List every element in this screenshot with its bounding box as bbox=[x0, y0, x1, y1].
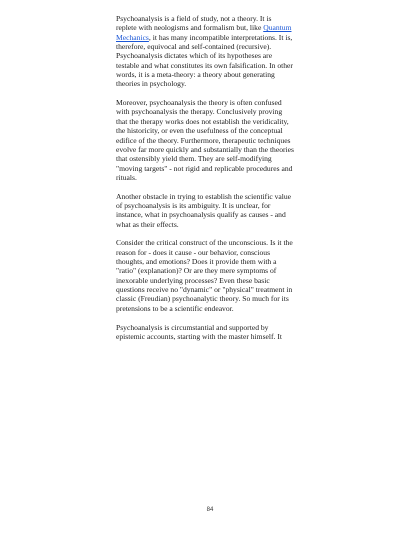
text-run: Psychoanalysis is circumstantial and supported by bbox=[116, 322, 269, 332]
text-run: of psychoanalysis is its ambiguity. It is unclear, for bbox=[116, 200, 271, 210]
text-line bbox=[116, 79, 312, 88]
text-line bbox=[116, 33, 312, 42]
text-run: the historicity, or even the usefulness of the conceptual bbox=[116, 126, 283, 136]
text-line bbox=[116, 332, 312, 341]
text-line bbox=[116, 145, 312, 154]
text-line bbox=[116, 192, 312, 201]
text-run: Consider the critical construct of the unconscious. Is it the bbox=[116, 238, 293, 248]
text-run: Another obstacle in trying to establish the scientific value bbox=[116, 191, 292, 201]
text-run: evolve far more quickly and substantially than the theories bbox=[116, 144, 294, 154]
text-run: that ostensibly yield them. They are self-modifying bbox=[116, 154, 272, 164]
text-line bbox=[116, 248, 312, 257]
text-line bbox=[116, 304, 312, 313]
hyperlink[interactable]: Mechanics bbox=[116, 32, 149, 42]
text-line bbox=[116, 117, 312, 126]
paragraph bbox=[116, 192, 312, 229]
text-line bbox=[116, 238, 312, 247]
text-run: thoughts, and emotions? Does it provide them with a bbox=[116, 257, 277, 267]
text-line bbox=[116, 136, 312, 145]
text-run: edifice of the theory. Furthermore, therapeutic techniques bbox=[116, 135, 291, 145]
paragraph bbox=[116, 14, 312, 89]
text-run: rituals. bbox=[116, 172, 137, 182]
text-run: pretensions to be a scientific endeavor. bbox=[116, 303, 234, 313]
text-line bbox=[116, 164, 312, 173]
text-line bbox=[116, 173, 312, 182]
text-run: "moving targets" - not rigid and replicable procedures and bbox=[116, 163, 293, 173]
text-line bbox=[116, 14, 312, 23]
page-number: 84 bbox=[206, 507, 214, 513]
text-run: epistemic accounts, starting with the master himself. It bbox=[116, 331, 282, 341]
text-run: classic (Freudian) psychoanalytic theory. So much for its bbox=[116, 294, 289, 304]
paragraph bbox=[116, 323, 312, 342]
text-line bbox=[116, 285, 312, 294]
hyperlink[interactable]: Quantum bbox=[263, 23, 292, 33]
text-line bbox=[116, 201, 312, 210]
text-line bbox=[116, 210, 312, 219]
text-run: testable and what constitutes its own falsification. In other bbox=[116, 60, 293, 70]
text-line bbox=[116, 51, 312, 60]
paragraph bbox=[116, 98, 312, 182]
paragraph bbox=[116, 238, 312, 313]
text-run: Moreover, psychoanalysis the theory is often confused bbox=[116, 98, 282, 108]
text-line bbox=[116, 294, 312, 303]
text-line bbox=[116, 107, 312, 116]
text-line bbox=[116, 266, 312, 275]
text-line bbox=[116, 257, 312, 266]
text-run: reason for - does it cause - our behavior, conscious bbox=[116, 247, 271, 257]
text-run: , it has many incompatible interpretations. It is, bbox=[148, 32, 293, 42]
text-line bbox=[116, 42, 312, 51]
text-line bbox=[116, 70, 312, 79]
text-line bbox=[116, 276, 312, 285]
text-line bbox=[116, 323, 312, 332]
text-run: replete with neologisms and formalism but, like bbox=[116, 23, 264, 33]
text-run: therefore, equivocal and self-contained (recursive). bbox=[116, 42, 272, 52]
text-line bbox=[116, 23, 312, 32]
text-run: "ratio" (explanation)? Or are they mere symptoms of bbox=[116, 266, 277, 276]
text-run: instance, what in psychoanalysis qualify as causes - and bbox=[116, 210, 286, 220]
text-run: Psychoanalysis dictates which of its hypotheses are bbox=[116, 51, 273, 61]
text-line bbox=[116, 98, 312, 107]
text-run: that the therapy works does not establish the veridicality, bbox=[116, 116, 289, 126]
text-run: theories in psychology. bbox=[116, 79, 187, 89]
text-run: Psychoanalysis is a field of study, not a theory. It is bbox=[116, 14, 272, 23]
body-text bbox=[116, 14, 312, 351]
text-line bbox=[116, 61, 312, 70]
text-run: questions receive no "dynamic" or "physical" treatment in bbox=[116, 285, 293, 295]
text-run: words, it is a meta-theory: a theory about generating bbox=[116, 70, 275, 80]
text-line bbox=[116, 154, 312, 163]
text-run: inexorable underlying processes? Even these basic bbox=[116, 275, 270, 285]
text-line bbox=[116, 220, 312, 229]
text-run: what as their effects. bbox=[116, 219, 179, 229]
text-line bbox=[116, 126, 312, 135]
text-run: with psychoanalysis the therapy. Conclusively proving bbox=[116, 107, 283, 117]
